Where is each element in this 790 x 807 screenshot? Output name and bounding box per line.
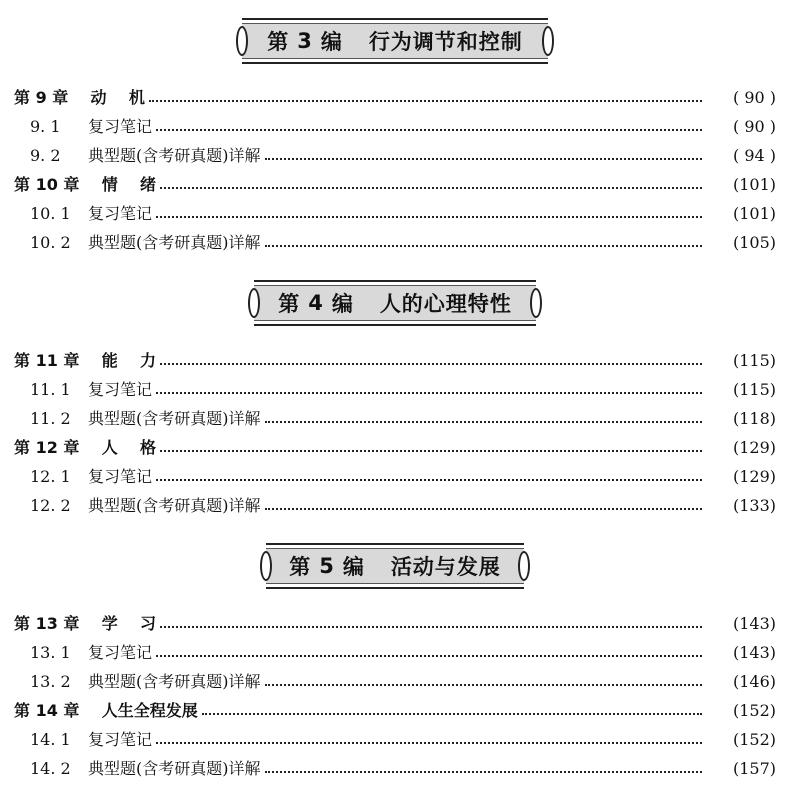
chapter-title: 第 9 章 动 机 [14,88,145,107]
section-number: 14. 1 [30,730,71,749]
section-title: 复习笔记 [88,117,153,136]
leader-dots [156,653,702,657]
toc-chapter-10[interactable] [0,170,790,199]
section-title: 复习笔记 [88,380,153,399]
section-number: 10. 1 [30,204,71,223]
page-number: (133) [732,496,776,515]
page-number: (118) [732,409,776,428]
part-5-banner [266,543,524,589]
part-suffix: 编 [342,555,365,579]
section-title: 复习笔记 [88,643,153,662]
leader-dots [156,477,702,481]
toc-section-14-1[interactable] [0,725,790,754]
toc-section-11-2[interactable] [0,404,790,433]
leader-dots [149,98,702,102]
toc-chapter-12[interactable] [0,433,790,462]
toc-chapter-13[interactable] [0,609,790,638]
section-number: 10. 2 [30,233,71,252]
section-number: 13. 1 [30,643,71,662]
toc-section-13-1[interactable] [0,638,790,667]
page-number: (143) [732,614,776,633]
leader-dots [160,361,702,365]
toc-section-9-2[interactable] [0,141,790,170]
section-number: 9. 1 [30,117,61,136]
page-number: (152) [732,730,776,749]
leader-dots [202,711,702,715]
toc-section-10-1[interactable] [0,199,790,228]
page-number: ( 90 ) [732,117,776,136]
page-number: (115) [732,380,776,399]
chapter-title: 第 14 章 人生全程发展 [14,701,198,720]
section-title: 复习笔记 [88,467,153,486]
part-suffix: 编 [331,292,354,316]
chapter-title: 第 10 章 情 绪 [14,175,156,194]
part-title: 活动与发展 [390,555,501,579]
section-number: 11. 1 [30,380,71,399]
leader-dots [160,185,702,189]
part-4-banner [254,280,536,326]
toc-section-13-2[interactable] [0,667,790,696]
leader-dots [156,740,702,744]
page-number: (115) [732,351,776,370]
section-title: 典型题(含考研真题)详解 [88,496,261,515]
section-title: 典型题(含考研真题)详解 [88,233,261,252]
section-number: 9. 2 [30,146,61,165]
toc-section-14-2[interactable] [0,754,790,783]
part-suffix: 编 [320,30,343,54]
part-prefix: 第 [267,30,290,54]
part-3-banner [242,18,548,64]
chapter-title: 第 12 章 人 格 [14,438,156,457]
leader-dots [265,682,703,686]
page-number: (129) [732,467,776,486]
section-title: 复习笔记 [88,730,153,749]
page-number: ( 90 ) [732,88,776,107]
toc-chapter-11[interactable] [0,346,790,375]
page-number: (129) [732,438,776,457]
leader-dots [156,127,702,131]
section-title: 典型题(含考研真题)详解 [88,672,261,691]
toc-section-12-2[interactable] [0,491,790,520]
leader-dots [265,506,703,510]
toc-chapter-9[interactable] [0,83,790,112]
section-number: 12. 1 [30,467,71,486]
toc-section-11-1[interactable] [0,375,790,404]
section-title: 典型题(含考研真题)详解 [88,409,261,428]
page-number: (101) [732,204,776,223]
page-number: (157) [732,759,776,778]
page-number: (146) [732,672,776,691]
part-number: 5 [319,554,335,578]
page-number: (101) [732,175,776,194]
toc-section-10-2[interactable] [0,228,790,257]
page-number: ( 94 ) [732,146,776,165]
leader-dots [160,624,702,628]
part-number: 4 [308,291,324,315]
part-number: 3 [297,29,313,53]
section-title: 典型题(含考研真题)详解 [88,146,261,165]
part-prefix: 第 [289,555,312,579]
leader-dots [265,769,703,773]
leader-dots [265,419,703,423]
toc-section-12-1[interactable] [0,462,790,491]
section-number: 13. 2 [30,672,71,691]
toc-chapter-14[interactable] [0,696,790,725]
part-title: 人的心理特性 [379,292,512,316]
toc-section-9-1[interactable] [0,112,790,141]
page-number: (105) [732,233,776,252]
section-number: 12. 2 [30,496,71,515]
page-number: (143) [732,643,776,662]
part-title: 行为调节和控制 [368,30,523,54]
leader-dots [160,448,702,452]
leader-dots [265,156,703,160]
section-title: 典型题(含考研真题)详解 [88,759,261,778]
page-number: (152) [732,701,776,720]
chapter-title: 第 11 章 能 力 [14,351,156,370]
leader-dots [156,390,702,394]
leader-dots [156,214,702,218]
chapter-title: 第 13 章 学 习 [14,614,156,633]
section-number: 14. 2 [30,759,71,778]
leader-dots [265,243,703,247]
section-number: 11. 2 [30,409,71,428]
part-prefix: 第 [278,292,301,316]
section-title: 复习笔记 [88,204,153,223]
